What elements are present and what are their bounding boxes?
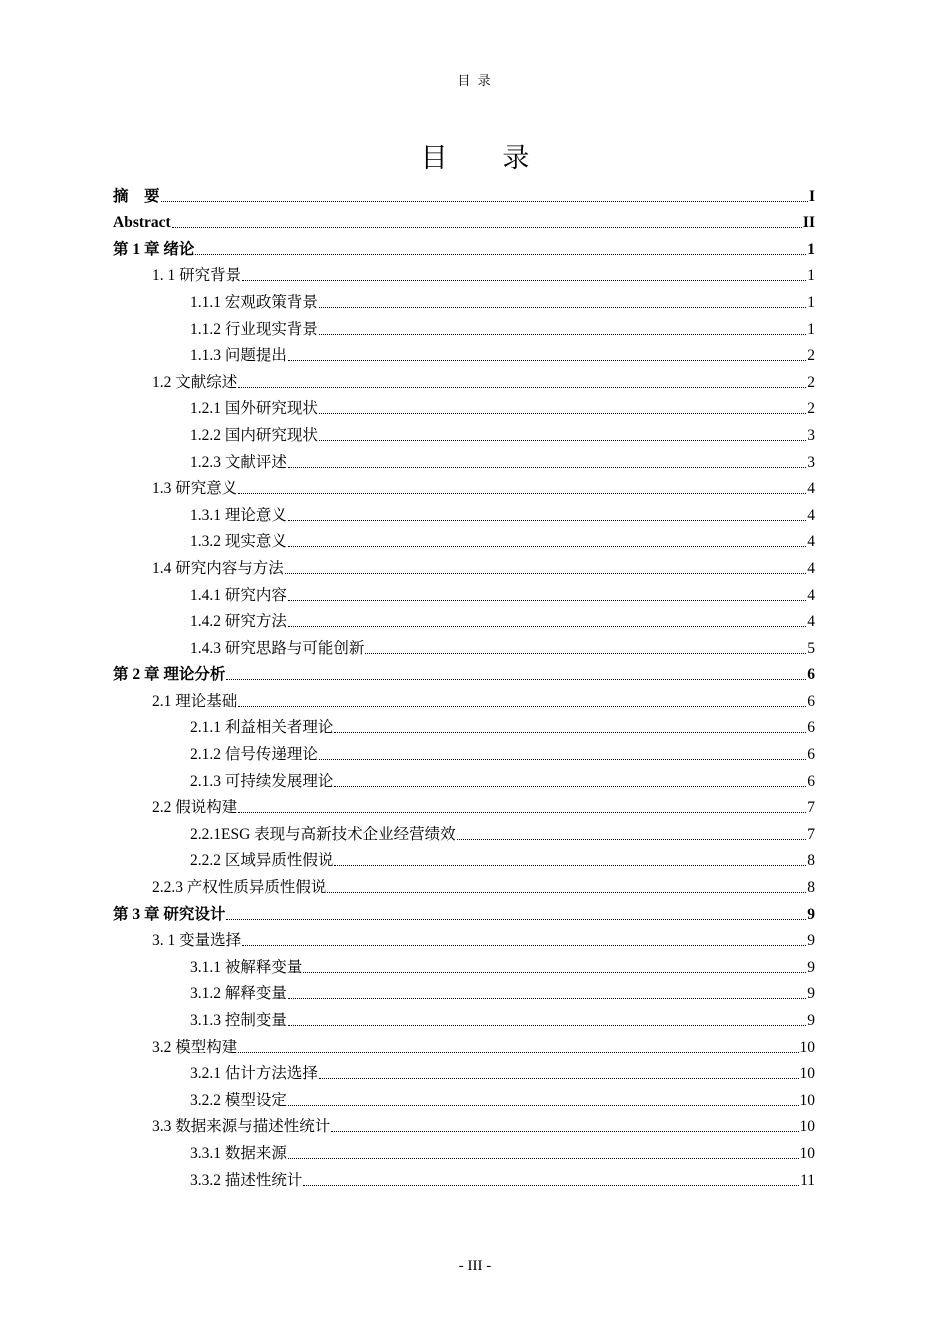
toc-entry[interactable] [113,632,815,659]
toc-entry[interactable] [113,898,815,925]
toc-entry-label: 2.2.1ESG 表现与高新技术企业经营绩效 [190,825,456,843]
toc-entry-label: 1. 1 研究背景 [152,267,242,285]
toc-entry[interactable] [113,1084,815,1111]
toc-entry[interactable] [113,1004,815,1031]
toc-entry-page-number: 6 [807,746,815,764]
dot-leader [242,280,806,281]
toc-entry-label: 1.2.1 国外研究现状 [190,400,318,418]
toc-entry[interactable] [113,340,815,367]
toc-entry[interactable] [113,366,815,393]
toc-entry[interactable] [113,552,815,579]
toc-entry-label: 3.1.2 解释变量 [190,985,287,1003]
toc-entry-label: 2.2.3 产权性质异质性假说 [152,879,327,897]
dot-leader [365,653,806,654]
toc-entry-page-number: 10 [799,1065,815,1083]
dot-leader [319,759,806,760]
dot-leader [327,892,806,893]
dot-leader [242,945,806,946]
toc-entry-page-number: 3 [807,426,815,444]
toc-entry-label: 3.1.3 控制变量 [190,1012,287,1029]
dot-leader [288,626,806,627]
toc-entry[interactable] [113,180,815,207]
toc-entry-label: 3.2 模型构建 [152,1038,238,1056]
toc-entry-label: 2.2.2 区域异质性假说 [190,852,334,870]
toc-entry-page-number: 8 [807,852,815,870]
dot-leader [334,865,806,866]
toc-entry[interactable] [113,712,815,739]
toc-entry-label: 2.1 理论基础 [152,692,238,710]
toc-entry-page-number: 8 [807,879,815,897]
toc-entry[interactable] [113,871,815,898]
page-title: 目 录 [420,143,554,173]
dot-leader [288,998,806,999]
toc-entry[interactable] [113,579,815,606]
toc-entry-page-number: 3 [807,453,815,471]
dot-leader [195,254,806,255]
toc-entry-page-number: 10 [799,1118,815,1136]
toc-entry-label: 1.3 研究意义 [152,480,238,498]
toc-entry-page-number: 10 [799,1144,815,1162]
toc-entry-label: 1.3.1 理论意义 [190,506,287,524]
toc-entry-label: 1.4.2 研究方法 [190,613,287,631]
toc-entry-label: 第 1 章 绪论 [113,240,195,258]
dot-leader [238,493,806,494]
dot-leader [238,706,806,707]
toc-entry-page-number: 1 [807,320,815,338]
toc-entry-page-number: 10 [799,1091,815,1109]
toc-entry[interactable] [113,526,815,553]
toc-entry-page-number: 4 [807,586,815,604]
toc-entry[interactable] [113,419,815,446]
dot-leader [334,786,806,787]
toc-entry-label: 3. 1 变量选择 [152,932,242,950]
toc-entry-page-number: 10 [799,1038,815,1056]
toc-entry-page-number: 2 [807,400,815,418]
dot-leader [238,387,806,388]
toc-entry-label: 1.2 文献综述 [152,373,238,391]
toc-entry[interactable] [113,473,815,500]
toc-entry[interactable] [113,659,815,686]
toc-entry-page-number: 9 [807,958,815,976]
toc-entry[interactable] [113,260,815,287]
toc-entry-page-number: 6 [807,719,815,737]
toc-entry-label: 1.3.2 现实意义 [190,533,287,551]
toc-entry-label: 摘 要 [113,187,160,205]
toc-entry-label: 3.2.1 估计方法选择 [190,1065,318,1083]
toc-entry-page-number: 7 [807,799,815,817]
toc-entry-label: 3.2.2 模型设定 [190,1091,287,1109]
dot-leader [172,227,802,228]
dot-leader [288,546,806,547]
toc-entry-label: 1.1.2 行业现实背景 [190,320,318,338]
toc-entry[interactable] [113,286,815,313]
toc-entry-page-number: 2 [807,373,815,391]
toc-entry[interactable] [113,818,815,845]
toc-entry-page-number: 4 [807,533,815,551]
dot-leader [303,1185,799,1186]
toc-entry-label: 第 3 章 研究设计 [113,905,226,923]
toc-entry[interactable] [113,1164,815,1191]
dot-leader [238,1052,798,1053]
dot-leader [288,1025,806,1026]
dot-leader [334,732,806,733]
toc-entry-label: 2.1.2 信号传递理论 [190,746,318,764]
toc-entry-page-number: I [808,187,815,205]
toc-entry[interactable] [113,951,815,978]
toc-entry-label: 2.1.1 利益相关者理论 [190,719,334,737]
toc-entry-label: 1.1.3 问题提出 [190,347,287,365]
toc-entry-page-number: 1 [807,267,815,285]
toc-entry[interactable] [113,606,815,633]
page-number: - III - [458,1258,492,1274]
dot-leader [226,919,806,920]
toc-entry-label: 1.4 研究内容与方法 [152,559,284,577]
toc-entry-page-number: 9 [807,932,815,950]
toc-entry[interactable] [113,765,815,792]
dot-leader [288,1105,799,1106]
toc-entry-label: 3.3 数据来源与描述性统计 [152,1118,331,1136]
dot-leader [285,573,806,574]
toc-entry[interactable] [113,738,815,765]
toc-entry[interactable] [113,685,815,712]
toc-entry-label: 2.1.3 可持续发展理论 [190,772,334,790]
toc-entry[interactable] [113,792,815,819]
toc-entry[interactable] [113,1137,815,1164]
toc-entry-label: 3.3.1 数据来源 [190,1144,287,1162]
toc-entry-page-number: 6 [807,666,815,684]
toc-entry-page-number: 2 [807,347,815,365]
dot-leader [457,839,807,840]
table-of-contents [113,180,815,1191]
toc-entry-page-number: 6 [807,692,815,710]
dot-leader [303,972,806,973]
toc-entry-page-number: 5 [807,639,815,657]
toc-entry[interactable] [113,1111,815,1138]
dot-leader [288,360,806,361]
toc-entry[interactable] [113,499,815,526]
toc-entry-label: 1.2.3 文献评述 [190,453,287,471]
toc-entry-page-number: 9 [807,905,815,923]
toc-entry-page-number: 1 [807,293,815,311]
dot-leader [288,600,806,601]
toc-entry-page-number: 4 [807,559,815,577]
toc-entry[interactable] [113,1058,815,1085]
dot-leader [319,1078,799,1079]
toc-entry-page-number: 4 [807,506,815,524]
toc-entry-label: 1.2.2 国内研究现状 [190,426,318,444]
dot-leader [238,812,806,813]
running-header: 目 录 [457,73,493,88]
dot-leader [319,413,806,414]
toc-entry-label: 3.1.1 被解释变量 [190,958,303,976]
dot-leader [288,520,806,521]
dot-leader [331,1131,798,1132]
dot-leader [319,334,806,335]
toc-entry-label: 1.1.1 宏观政策背景 [190,293,318,311]
toc-entry[interactable] [113,393,815,420]
dot-leader [319,307,806,308]
toc-entry-label: 2.2 假说构建 [152,799,238,817]
toc-entry-label: Abstract [113,214,171,232]
toc-entry-label: 1.4.1 研究内容 [190,586,287,604]
toc-entry-page-number: 4 [807,480,815,498]
toc-entry[interactable] [113,1031,815,1058]
toc-entry-page-number: 4 [807,613,815,631]
dot-leader [288,1158,799,1159]
toc-entry-page-number: 11 [800,1171,815,1189]
toc-entry-page-number: 9 [807,985,815,1003]
dot-leader [161,201,808,202]
toc-entry[interactable] [113,446,815,473]
toc-entry-label: 第 2 章 理论分析 [113,666,226,684]
toc-entry[interactable] [113,845,815,872]
toc-entry[interactable] [113,207,815,234]
toc-entry[interactable] [113,233,815,260]
toc-entry[interactable] [113,978,815,1005]
toc-entry[interactable] [113,925,815,952]
dot-leader [288,467,806,468]
toc-entry-page-number: 1 [807,240,815,258]
toc-entry-label: 3.3.2 描述性统计 [190,1171,303,1189]
toc-entry-page-number: 7 [807,825,815,843]
dot-leader [319,440,806,441]
toc-entry-label: 1.4.3 研究思路与可能创新 [190,639,365,657]
toc-entry[interactable] [113,313,815,340]
toc-entry-page-number: 6 [807,772,815,790]
toc-entry-page-number: II [802,214,815,232]
dot-leader [226,679,806,680]
toc-entry-page-number: 9 [807,1012,815,1029]
